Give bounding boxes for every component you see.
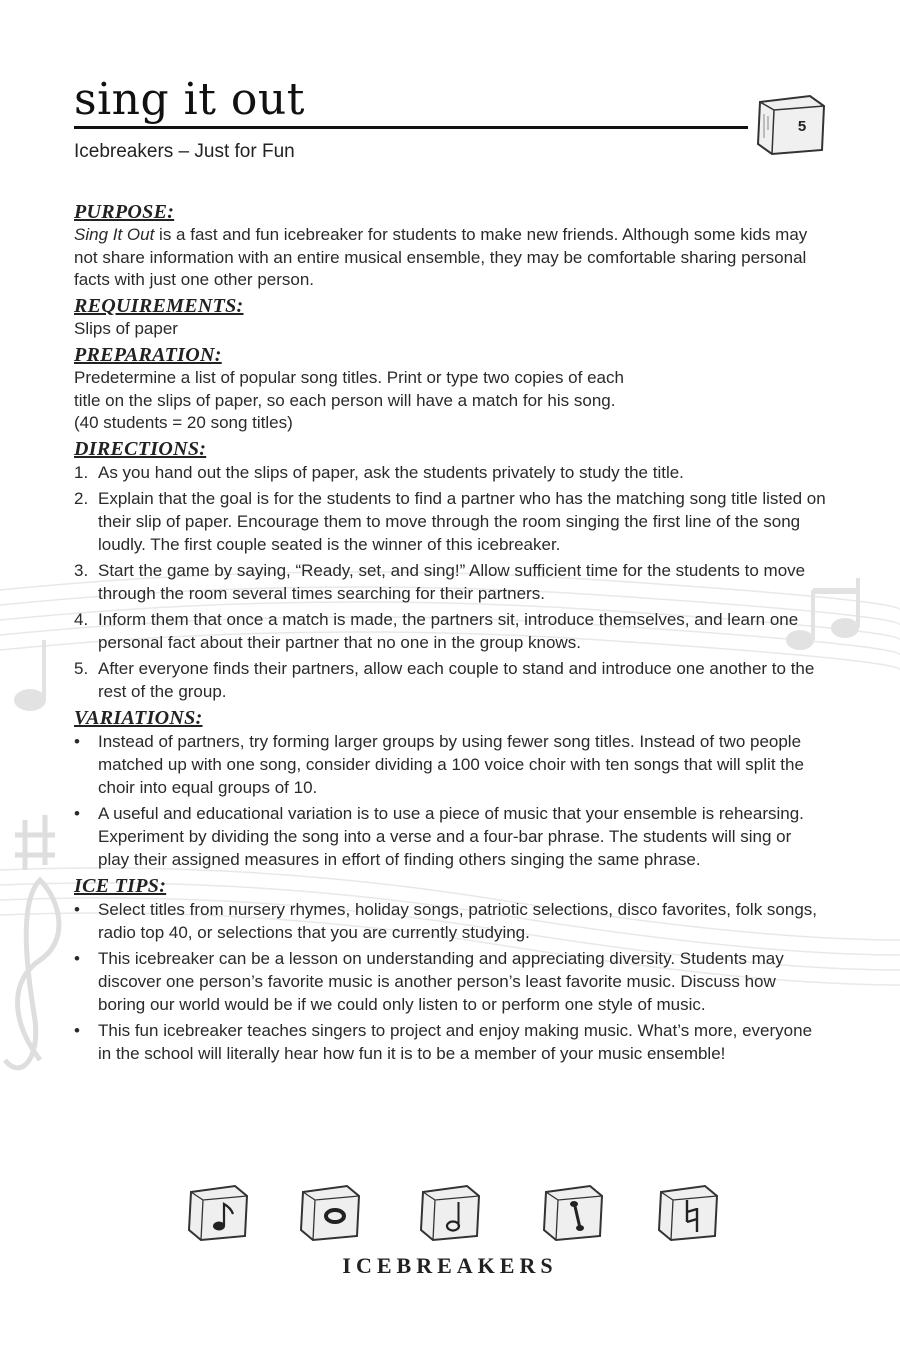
variations-heading: VARIATIONS: bbox=[74, 706, 203, 729]
ice-tips-section bbox=[74, 874, 826, 1065]
page-title: sing it out bbox=[74, 74, 305, 125]
natural-sign-cube-icon bbox=[655, 1182, 721, 1244]
ice-tip-text: This icebreaker can be a lesson on understanding and appreciating diversity. Students may discover one person’s favorite music is another person’s least favorite music. Discuss how boring our world would be if we could only listen to or perform one style of music. bbox=[98, 948, 784, 1014]
ice-tip-item bbox=[74, 898, 826, 944]
sixteenth-note-cube-icon bbox=[540, 1182, 606, 1244]
page-subtitle: Icebreakers – Just for Fun bbox=[74, 141, 295, 162]
direction-item bbox=[74, 608, 826, 654]
ice-tip-text: This fun icebreaker teaches singers to project and enjoy making music. What’s more, everyone in the school will literally hear how fun it is to be a member of your music ensemble! bbox=[98, 1020, 813, 1063]
variation-text: A useful and educational variation is to use a piece of music that your ensemble is rehearsing. Experiment by dividing the song into a verse and a four-bar phrase. The students will sing or play their assigned measures in effort of finding others singing the same phrase. bbox=[98, 803, 804, 869]
purpose-body: is a fast and fun icebreaker for students to make new friends. Although some kids may not share information with an entire musical ensemble, they may be comfortable sharing personal facts with just one other person. bbox=[74, 225, 808, 290]
main-content bbox=[74, 200, 826, 1068]
directions-section bbox=[74, 437, 826, 703]
direction-number: 2. bbox=[74, 488, 89, 508]
ice-tip-text: Select titles from nursery rhymes, holiday songs, patriotic selections, disco favorites, folk songs, radio top 40, or selections that you are currently studying. bbox=[98, 899, 818, 942]
page-number: 5 bbox=[797, 118, 807, 135]
direction-number: 5. bbox=[74, 658, 89, 678]
requirements-text: Slips of paper bbox=[74, 319, 178, 339]
direction-text: After everyone finds their partners, allow each couple to stand and introduce one another to the rest of the group. bbox=[98, 658, 815, 701]
title-underline bbox=[74, 126, 748, 129]
preparation-section bbox=[74, 343, 826, 435]
directions-list bbox=[74, 461, 826, 703]
variation-item bbox=[74, 730, 826, 799]
preparation-line-3: (40 students = 20 song titles) bbox=[74, 413, 293, 433]
ice-tip-item bbox=[74, 947, 826, 1016]
direction-text: Inform them that once a match is made, the partners sit, introduce themselves, and learn one personal fact about their partner that no one in the group knows. bbox=[98, 609, 799, 652]
direction-text: As you hand out the slips of paper, ask the students privately to study the title. bbox=[98, 462, 684, 482]
directions-heading: DIRECTIONS: bbox=[74, 437, 207, 460]
direction-item bbox=[74, 657, 826, 703]
variation-text: Instead of partners, try forming larger groups by using fewer song titles. Instead of two people matched up with one song, consider dividing a 100 voice choir with ten songs that will split the choir into equal groups of 10. bbox=[98, 731, 804, 797]
ice-tip-item bbox=[74, 1019, 826, 1065]
direction-number: 4. bbox=[74, 609, 89, 629]
eighth-note-cube-icon bbox=[185, 1182, 251, 1244]
footer-cube-row bbox=[185, 1182, 725, 1246]
purpose-heading: PURPOSE: bbox=[74, 201, 175, 223]
variations-list bbox=[74, 730, 826, 871]
direction-text: Explain that the goal is for the students to find a partner who has the matching song title listed on their slip of paper. Encourage them to move through the room singing the first line of the song loudly. The first couple seated is the winner of this icebreaker. bbox=[98, 488, 826, 554]
requirements-section bbox=[74, 294, 826, 341]
preparation-line-2: title on the slips of paper, so each person will have a match for his song. bbox=[74, 390, 616, 410]
direction-number: 3. bbox=[74, 560, 89, 580]
bullet-icon: • bbox=[74, 899, 80, 919]
direction-item bbox=[74, 487, 826, 556]
variation-item bbox=[74, 802, 826, 871]
direction-number: 1. bbox=[74, 462, 89, 482]
half-note-cube-icon bbox=[417, 1182, 483, 1244]
bullet-icon: • bbox=[74, 1020, 80, 1040]
purpose-section bbox=[74, 200, 826, 292]
preparation-heading: PREPARATION: bbox=[74, 343, 222, 366]
variations-section bbox=[74, 706, 826, 871]
direction-item bbox=[74, 559, 826, 605]
ice-tips-heading: ICE TIPS: bbox=[74, 874, 167, 897]
bullet-icon: • bbox=[74, 731, 80, 751]
whole-note-cube-icon bbox=[297, 1182, 363, 1244]
bullet-icon: • bbox=[74, 948, 80, 968]
purpose-italic-lead: Sing It Out bbox=[74, 225, 155, 244]
requirements-heading: REQUIREMENTS: bbox=[74, 295, 244, 318]
preparation-line-1: Predetermine a list of popular song titles. Print or type two copies of each bbox=[74, 367, 624, 387]
direction-item bbox=[74, 461, 826, 484]
ice-tips-list bbox=[74, 898, 826, 1065]
direction-text: Start the game by saying, “Ready, set, and sing!” Allow sufficient time for the students to move through the room several times searching for their partners. bbox=[98, 560, 806, 603]
footer-book-title: ICEBREAKERS bbox=[342, 1253, 558, 1278]
purpose-text bbox=[74, 224, 826, 292]
bullet-icon: • bbox=[74, 803, 80, 823]
